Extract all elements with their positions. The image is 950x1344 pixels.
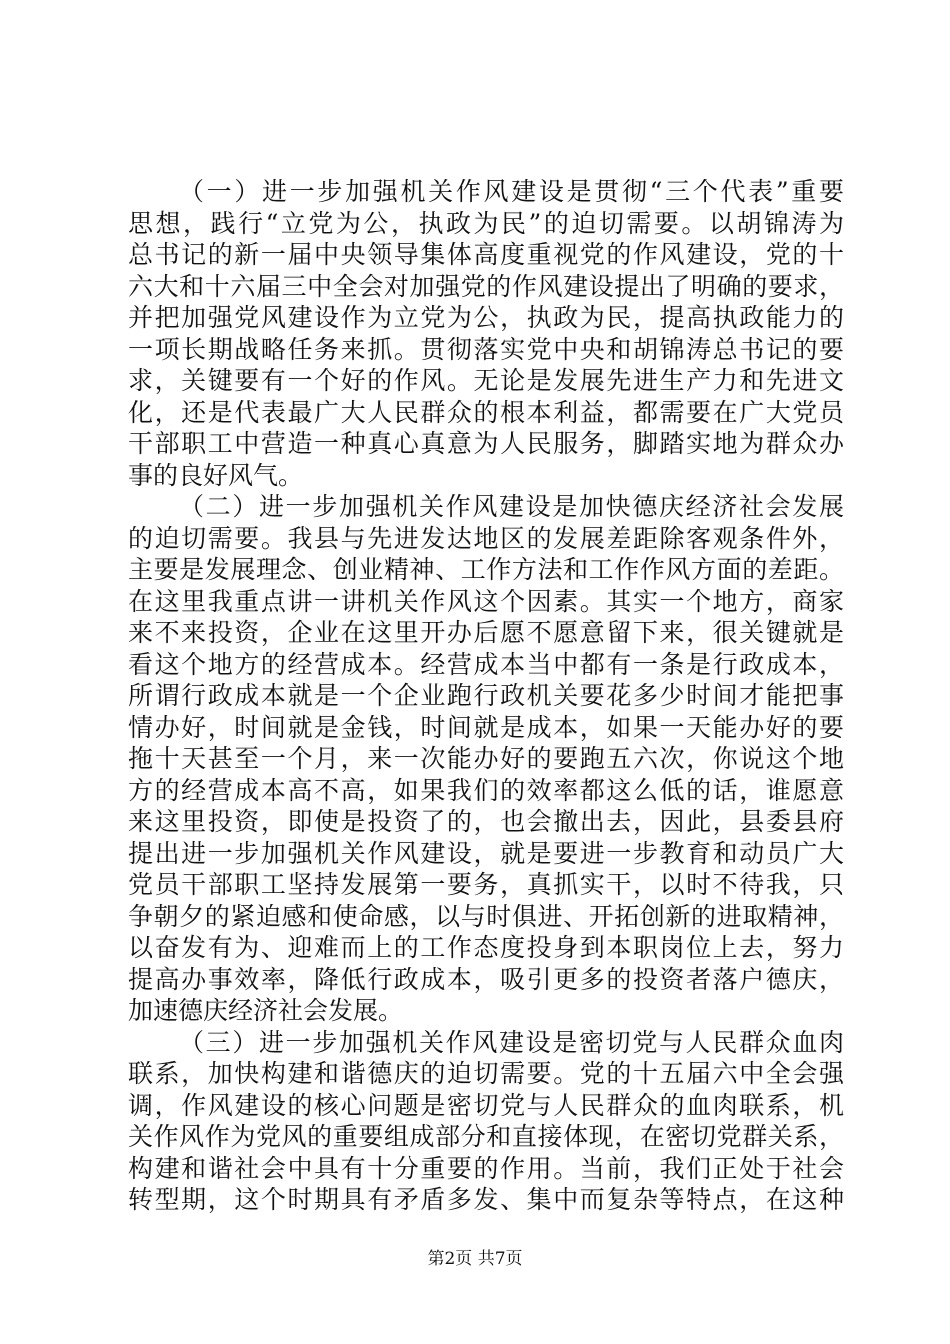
paragraph-2 [128,491,844,1027]
text-line: （三）进一步加强机关作风建设是密切党与人民群众血肉 [179,1027,844,1057]
text-line: 来不来投资，企业在这里开办后愿不愿意留下来，很关键就是 [128,618,844,647]
page-number-label: 第2页 共7页 [427,1249,523,1269]
text-line: 所谓行政成本就是一个企业跑行政机关要花多少时间才能把事 [128,681,844,710]
text-line: 拖十天甚至一个月，来一次能办好的要跑五六次，你说这个地 [128,744,844,773]
text-line: （一）进一步加强机关作风建设是贯彻“三个代表”重要 [179,177,844,206]
text-line: 主要是发展理念、创业精神、工作方法和工作作风方面的差距。 [128,555,844,584]
text-line: 化，还是代表最广大人民群众的根本利益，都需要在广大党员 [128,397,844,427]
text-line: 方的经营成本高不高，如果我们的效率都这么低的话，谁愿意 [128,775,844,805]
text-line: 六大和十六届三中全会对加强党的作风建设提出了明确的要求， [128,271,844,301]
text-line: 总书记的新一届中央领导集体高度重视党的作风建设，党的十 [128,240,844,269]
text-line: 干部职工中营造一种真心真意为人民服务，脚踏实地为群众办 [128,429,844,458]
text-line: 一项长期战略任务来抓。贯彻落实党中央和胡锦涛总书记的要 [128,334,844,364]
text-line: 并把加强党风建设作为立党为公，执政为民，提高执政能力的 [128,303,844,332]
text-line: 求，关键要有一个好的作风。无论是发展先进生产力和先进文 [128,366,844,395]
text-line: 争朝夕的紧迫感和使命感，以与时俱进、开拓创新的进取精神， [128,901,844,931]
text-line: 转型期，这个时期具有矛盾多发、集中而复杂等特点，在这种 [128,1185,844,1214]
text-line: 思想，践行“立党为公，执政为民”的迫切需要。以胡锦涛为 [128,208,844,238]
text-line: 提出进一步加强机关作风建设，就是要进一步教育和动员广大 [128,838,844,868]
text-line: （二）进一步加强机关作风建设是加快德庆经济社会发展 [179,492,844,521]
text-line: 看这个地方的经营成本。经营成本当中都有一条是行政成本， [128,649,844,679]
text-line: 以奋发有为、迎难而上的工作态度投身到本职岗位上去，努力 [128,933,844,962]
page-footer [0,1244,950,1269]
text-line: 来这里投资，即使是投资了的，也会撤出去，因此，县委县府 [128,807,844,836]
text-line: 构建和谐社会中具有十分重要的作用。当前，我们正处于社会 [128,1153,844,1183]
text-line: 党员干部职工坚持发展第一要务，真抓实干，以时不待我，只 [128,870,844,899]
text-line: 情办好，时间就是金钱，时间就是成本，如果一天能办好的要 [128,712,844,742]
text-line: 关作风作为党风的重要组成部分和直接体现，在密切党群关系， [128,1122,844,1151]
text-line: 在这里我重点讲一讲机关作风这个因素。其实一个地方，商家 [128,586,844,616]
paragraph-1 [128,176,844,491]
text-line: 的迫切需要。我县与先进发达地区的发展差距除客观条件外， [128,523,844,553]
text-line: 调，作风建设的核心问题是密切党与人民群众的血肉联系，机 [128,1090,844,1120]
text-line: 加速德庆经济社会发展。 [128,996,404,1025]
text-line: 提高办事效率，降低行政成本，吸引更多的投资者落户德庆， [128,964,844,994]
document-body [128,176,844,1216]
text-line: 事的良好风气。 [128,460,304,490]
paragraph-3 [128,1027,844,1216]
text-line: 联系，加快构建和谐德庆的迫切需要。党的十五届六中全会强 [128,1059,844,1088]
